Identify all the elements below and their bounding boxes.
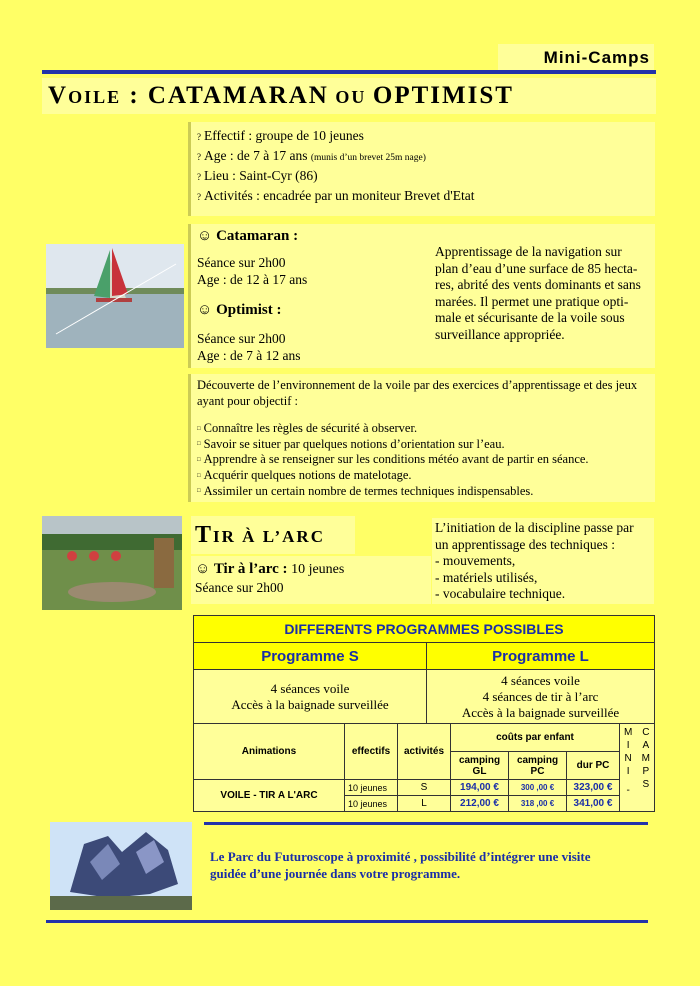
archery-details: ☺ Tir à l’arc : 10 jeunes Séance sur 2h00: [191, 556, 431, 604]
header-costs: coûts par enfant: [451, 724, 620, 752]
list-item: □ Connaître les règles de sécurité à observer.: [197, 421, 418, 435]
header-animations: Animations: [194, 724, 345, 780]
info-activites: ? Activités : encadrée par un moniteur Brevet d'Etat: [197, 187, 475, 203]
row-dur: 341,00 €: [567, 796, 620, 812]
footer-text: Le Parc du Futuroscope à proximité , possibilité d’intégrer une visite guidée d’une journée dans votre programme.: [210, 849, 591, 881]
mini-camps-badge: Mini-Camps: [498, 44, 654, 70]
programs-heading: DIFFERENTS PROGRAMMES POSSIBLES: [194, 616, 655, 643]
row-gl: 212,00 €: [451, 796, 509, 812]
row-act: L: [398, 796, 451, 812]
archery-photo: [42, 516, 182, 610]
smiley-icon: ☺: [197, 228, 213, 244]
row-eff: 10 jeunes: [345, 780, 398, 796]
optimist-heading: ☺ Optimist :: [197, 302, 282, 318]
list-item: □ Apprendre à se renseigner sur les conditions météo avant de partir en séance.: [197, 452, 589, 467]
list-item: □ Assimiler un certain nombre de termes techniques indispensables.: [197, 483, 534, 498]
info-panel: [191, 122, 655, 216]
header-camping-gl: camping GL: [451, 752, 509, 780]
archery-title: TIR À L’ARC: [195, 522, 325, 548]
info-lieu: ? Lieu : Saint-Cyr (86): [197, 168, 318, 183]
sailing-panel: [191, 224, 655, 368]
discovery-panel: Découverte de l’environnement de la voile par des exercices d’apprentissage et des jeux ayant pour objectif : □ Connaître les règles de sécurité à observer. □ Savoir se situer par quelques notions d’orientation sur l’eau. □ Apprendre à se renseigner sur les conditions météo avant de partir en séance. □ Acquérir quelques notions de matelotage. □ Assimiler un certain nombre de termes techniques indispensables.: [191, 374, 655, 502]
mini-camps-side: M I N I - C A M P S: [620, 724, 655, 812]
row-dur: 323,00 €: [567, 780, 620, 796]
program-s-content: 4 séances voile Accès à la baignade surveillée: [194, 670, 427, 725]
futuroscope-photo: [50, 822, 192, 910]
costs-table: [193, 723, 655, 812]
program-l-name: Programme L: [427, 643, 655, 670]
header-camping-pc: camping PC: [509, 752, 567, 780]
program-s-name: Programme S: [194, 643, 427, 670]
catamaran-photo: [46, 244, 184, 348]
header-activites: activités: [398, 724, 451, 780]
top-divider: [42, 70, 656, 74]
program-l-content: 4 séances voile 4 séances de tir à l’arc Accès à la baignade surveillée: [427, 670, 655, 725]
smiley-icon: ☺: [195, 561, 211, 577]
info-age: ? Age : de 7 à 17 ans (munis d’un brevet 25m nage): [197, 147, 426, 163]
objectives-list: [197, 421, 649, 499]
optimist-details: Séance sur 2h00 Age : de 7 à 12 ans: [197, 331, 301, 363]
smiley-icon: ☺: [197, 302, 213, 318]
row-act: S: [398, 780, 451, 796]
programs-table: [193, 615, 655, 725]
header-dur-pc: dur PC: [567, 752, 620, 780]
row-pc: 318 ,00 €: [509, 796, 567, 812]
sailing-description: Apprentissage de la navigation sur plan d’eau d’une surface de 85 hecta- res, abrité des vents dominants et sans marées. Il permet une pratique opti- male et sécurisante de la voile sous surveillance appropriée.: [435, 244, 641, 342]
catamaran-heading: ☺ Catamaran :: [197, 228, 299, 244]
list-item: □ Savoir se situer par quelques notions d’orientation sur l’eau.: [197, 436, 505, 451]
footer-top-line: [204, 822, 648, 825]
header-effectifs: effectifs: [345, 724, 398, 780]
row-gl: 194,00 €: [451, 780, 509, 796]
row-label: VOILE - TIR A L'ARC: [194, 780, 345, 812]
archery-description: L’initiation de la discipline passe par un apprentissage des techniques : - mouvements, - matériels utilisés, - vocabulaire technique.: [432, 518, 654, 604]
page-title: VOILE : CATAMARAN OU OPTIMIST: [42, 78, 656, 114]
info-effectif: ? Effectif : groupe de 10 jeunes: [197, 128, 364, 143]
archery-title-box: [191, 516, 355, 554]
row-eff: 10 jeunes: [345, 796, 398, 812]
footer-bottom-line: [46, 920, 648, 923]
row-pc: 300 ,00 €: [509, 780, 567, 796]
list-item: □ Acquérir quelques notions de matelotage.: [197, 467, 412, 482]
catamaran-details: Séance sur 2h00 Age : de 12 à 17 ans: [197, 255, 308, 287]
